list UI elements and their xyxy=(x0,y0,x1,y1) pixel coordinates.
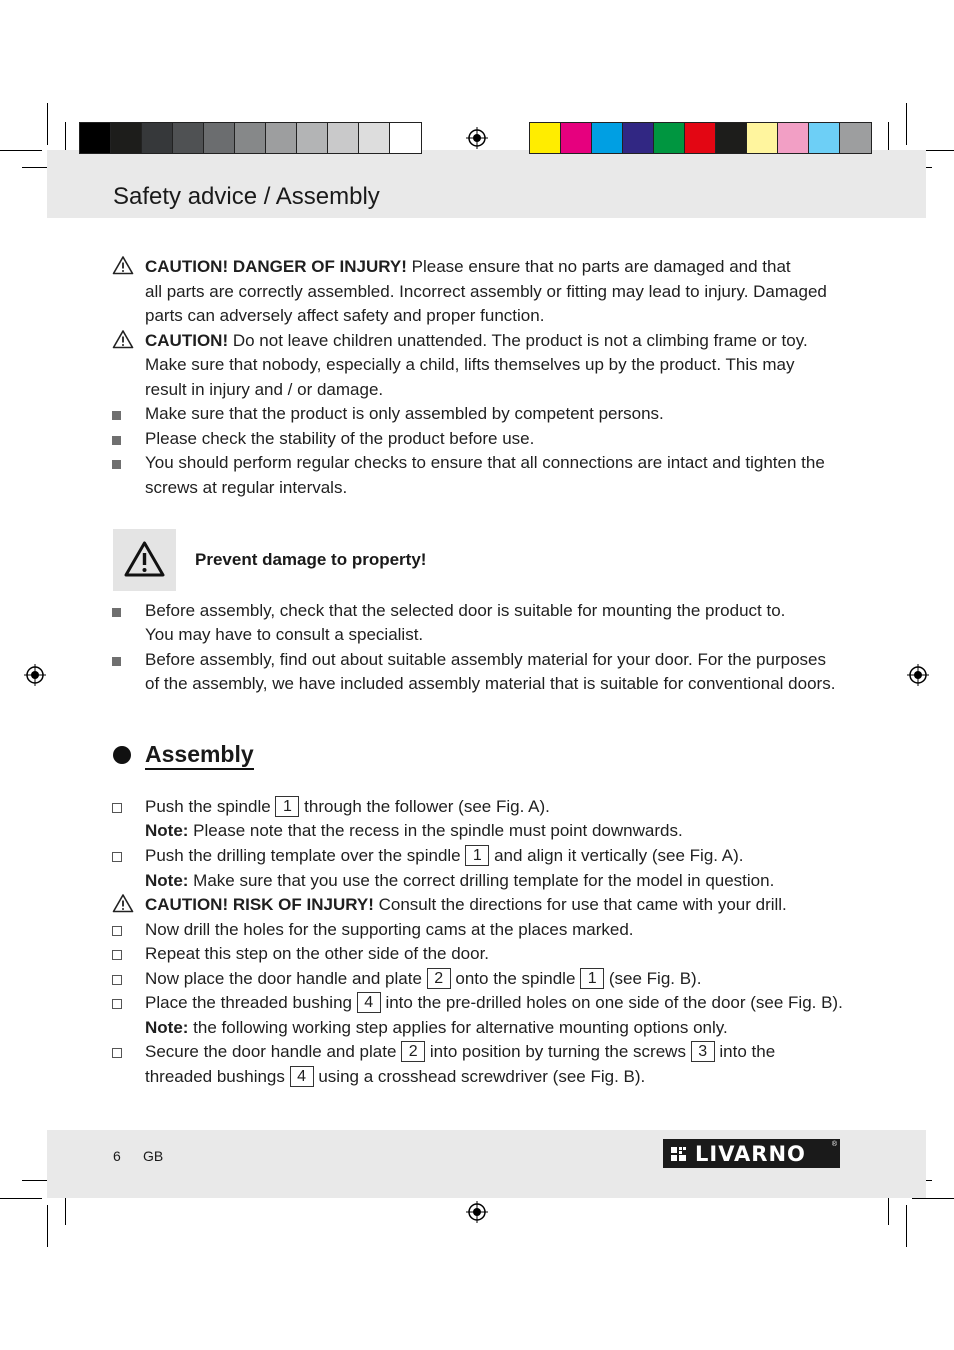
color-swatch xyxy=(530,123,561,153)
crop-mark xyxy=(47,1205,48,1247)
part-number-box: 3 xyxy=(691,1041,715,1062)
color-swatch xyxy=(297,123,328,153)
checkbox-square-icon xyxy=(112,852,122,862)
color-swatch xyxy=(716,123,747,153)
brand-logo xyxy=(663,1139,840,1168)
registration-mark-icon xyxy=(24,664,46,686)
color-swatch xyxy=(80,123,111,153)
list-item: Please check the stability of the product before use. xyxy=(145,429,535,448)
assembly-caution: CAUTION! RISK OF INJURY! Consult the directions for use that came with your drill. xyxy=(145,895,787,914)
checkbox-square-icon xyxy=(112,803,122,813)
assembly-step-4: Repeat this step on the other side of the door. xyxy=(145,944,490,963)
warning-triangle-icon xyxy=(112,255,134,275)
color-swatch xyxy=(173,123,204,153)
part-number-box: 1 xyxy=(275,796,299,817)
crop-mark xyxy=(912,1198,954,1199)
color-calibration-bar xyxy=(529,122,872,154)
assembly-note-2: Note: Make sure that you use the correct drilling template for the model in question. xyxy=(145,871,775,890)
color-swatch xyxy=(561,123,592,153)
part-number-box: 4 xyxy=(290,1066,314,1087)
notice-icon-box xyxy=(113,529,176,591)
language-code: GB xyxy=(143,1148,164,1164)
page-number: 6 xyxy=(113,1148,121,1164)
assembly-step-3: Now drill the holes for the supporting cams at the places marked. xyxy=(145,920,634,939)
caution-children-line-3: result in injury and / or damage. xyxy=(145,380,384,399)
registration-mark-icon xyxy=(907,664,929,686)
grey-calibration-bar xyxy=(79,122,422,154)
color-swatch xyxy=(359,123,390,153)
color-swatch xyxy=(328,123,359,153)
section-bullet-icon xyxy=(113,746,131,764)
assembly-step-7-continuation: threaded bushings 4 using a crosshead screwdriver (see Fig. B). xyxy=(145,1067,646,1086)
crop-mark xyxy=(0,1198,42,1199)
checkbox-square-icon xyxy=(112,999,122,1009)
list-item-continuation: You may have to consult a specialist. xyxy=(145,625,424,644)
color-swatch xyxy=(840,123,871,153)
brand-name: LIVARNO xyxy=(695,1141,806,1166)
color-swatch xyxy=(685,123,716,153)
assembly-step-6: Place the threaded bushing 4 into the pre-drilled holes on one side of the door (see Fig. B). xyxy=(145,993,843,1012)
checkbox-square-icon xyxy=(112,1048,122,1058)
bullet-square-icon xyxy=(112,460,121,469)
bullet-square-icon xyxy=(112,657,121,666)
assembly-step-5: Now place the door handle and plate 2 onto the spindle 1 (see Fig. B). xyxy=(145,969,702,988)
part-number-box: 2 xyxy=(427,968,451,989)
caution-label: CAUTION! DANGER OF INJURY! xyxy=(145,257,407,276)
color-swatch xyxy=(809,123,840,153)
crop-mark xyxy=(22,167,50,168)
color-swatch xyxy=(390,123,421,153)
page-title: Safety advice / Assembly xyxy=(113,183,380,210)
color-swatch xyxy=(235,123,266,153)
caution-injury-line-3: parts can adversely affect safety and proper function. xyxy=(145,306,545,325)
assembly-note-1: Note: Please note that the recess in the spindle must point downwards. xyxy=(145,821,683,840)
checkbox-square-icon xyxy=(112,950,122,960)
warning-triangle-icon xyxy=(112,893,134,913)
caution-injury-line-2: all parts are correctly assembled. Incorrect assembly or fitting may lead to injury. Damaged xyxy=(145,282,827,301)
part-number-box: 1 xyxy=(580,968,604,989)
list-item: Before assembly, find out about suitable assembly material for your door. For the purposes xyxy=(145,650,826,669)
crop-mark xyxy=(0,150,42,151)
crop-mark xyxy=(906,1205,907,1247)
color-swatch xyxy=(747,123,778,153)
registered-mark: ® xyxy=(831,1141,837,1148)
note-label: Note: xyxy=(145,1018,189,1037)
list-item: You should perform regular checks to ensure that all connections are intact and tighten the xyxy=(145,453,825,472)
color-swatch xyxy=(204,123,235,153)
notice-heading: Prevent damage to property! xyxy=(195,550,427,569)
checkbox-square-icon xyxy=(112,926,122,936)
crop-mark xyxy=(47,103,48,145)
list-item-continuation: of the assembly, we have included assembly material that is suitable for conventional doors. xyxy=(145,674,836,693)
color-swatch xyxy=(592,123,623,153)
assembly-step-7: Secure the door handle and plate 2 into position by turning the screws 3 into the xyxy=(145,1042,776,1061)
color-swatch xyxy=(654,123,685,153)
caution-children-line-2: Make sure that nobody, especially a child, lifts themselves up by the product. This may xyxy=(145,355,795,374)
list-item-continuation: screws at regular intervals. xyxy=(145,478,348,497)
warning-triangle-icon xyxy=(112,329,134,349)
bullet-square-icon xyxy=(112,436,121,445)
registration-mark-icon xyxy=(466,127,488,149)
warning-triangle-icon xyxy=(113,529,176,591)
assembly-step-1: Push the spindle 1 through the follower (see Fig. A). xyxy=(145,797,550,816)
color-swatch xyxy=(142,123,173,153)
caution-children-line-1: CAUTION! Do not leave children unattended. The product is not a climbing frame or toy. xyxy=(145,331,808,350)
caution-label: CAUTION! RISK OF INJURY! xyxy=(145,895,374,914)
color-swatch xyxy=(778,123,809,153)
crop-mark xyxy=(22,1180,50,1181)
part-number-box: 4 xyxy=(357,992,381,1013)
color-swatch xyxy=(623,123,654,153)
caution-label: CAUTION! xyxy=(145,331,229,350)
caution-injury-line-1: CAUTION! DANGER OF INJURY! Please ensure that no parts are damaged and that xyxy=(145,257,791,276)
list-item: Make sure that the product is only assembled by competent persons. xyxy=(145,404,664,423)
assembly-note-3: Note: the following working step applies for alternative mounting options only. xyxy=(145,1018,728,1037)
part-number-box: 2 xyxy=(401,1041,425,1062)
crop-mark xyxy=(906,103,907,145)
color-swatch xyxy=(111,123,142,153)
section-heading: Assembly xyxy=(145,740,254,770)
color-swatch xyxy=(266,123,297,153)
note-label: Note: xyxy=(145,821,189,840)
note-label: Note: xyxy=(145,871,189,890)
checkbox-square-icon xyxy=(112,975,122,985)
registration-mark-icon xyxy=(466,1201,488,1223)
bullet-square-icon xyxy=(112,608,121,617)
logo-grid-icon xyxy=(671,1145,689,1163)
list-item: Before assembly, check that the selected door is suitable for mounting the product to. xyxy=(145,601,786,620)
bullet-square-icon xyxy=(112,411,121,420)
part-number-box: 1 xyxy=(465,845,489,866)
assembly-step-2: Push the drilling template over the spindle 1 and align it vertically (see Fig. A). xyxy=(145,846,744,865)
